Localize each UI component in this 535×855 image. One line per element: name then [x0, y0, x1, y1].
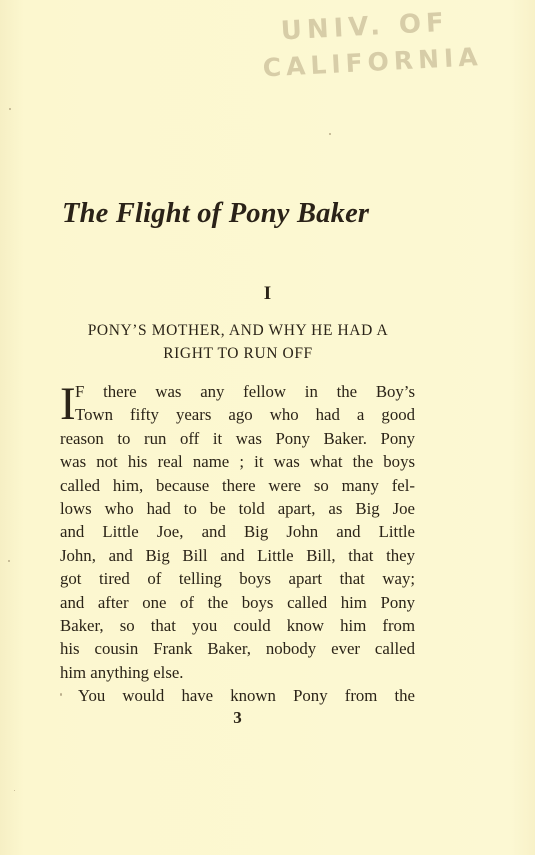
chapter-title	[60, 319, 416, 365]
text-line: was not his real name ; it was what the boys	[60, 452, 415, 472]
paper-speck	[8, 560, 10, 562]
text-line: John, and Big Bill and Little Bill, that they	[60, 545, 415, 565]
stamp-line-1: UNIV. OF	[280, 7, 450, 47]
drop-cap: I	[60, 378, 76, 430]
text-line: Town fifty years ago who had a good	[75, 405, 415, 425]
text-line: lows who had to be told apart, as Big Joe	[60, 498, 415, 518]
text-line: and Little Joe, and Big John and Little	[60, 522, 415, 542]
chapter-title-line-2: RIGHT TO RUN OFF	[163, 345, 313, 362]
chapter-numeral: I	[263, 283, 272, 304]
text-line: his cousin Frank Baker, nobody ever called	[60, 639, 415, 659]
text-line: him anything else.	[60, 662, 184, 682]
text-line: F there was any fellow in the Boy’s	[75, 382, 415, 401]
text-line: got tired of telling boys apart that way;	[60, 569, 415, 589]
book-title: The Flight of Pony Baker	[62, 198, 370, 229]
text-line: Baker, so that you could know him from	[60, 615, 415, 635]
paper-speck	[60, 693, 62, 696]
paper-speck	[9, 108, 11, 110]
library-stamp	[260, 5, 484, 98]
chapter-title-line-1: PONY’S MOTHER, AND WHY HE HAD A	[87, 322, 389, 339]
paper-speck	[329, 133, 331, 135]
text-line: reason to run off it was Pony Baker. Pony	[60, 428, 415, 448]
text-line: You would have known Pony from the	[78, 686, 415, 706]
paper-speck	[14, 790, 15, 791]
text-line: called him, because there were so many fel-	[60, 475, 415, 495]
text-line: and after one of the boys called him Pony	[60, 592, 415, 612]
chapter-body	[60, 380, 415, 707]
stamp-line-2: CALIFORNIA	[261, 41, 484, 83]
page-number: 3	[233, 708, 242, 727]
